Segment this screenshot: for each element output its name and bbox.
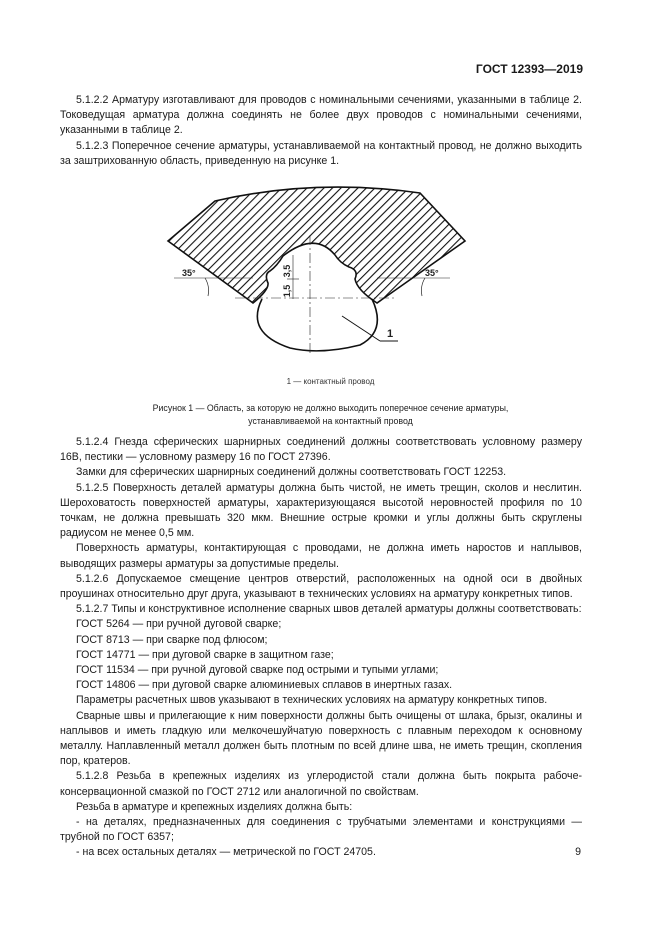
- angle-left-label: 35°: [182, 268, 196, 278]
- list-item: ГОСТ 14806 — при дуговой сварке алюминиевых сплавов в инертных газах.: [76, 679, 453, 692]
- caption-line: Рисунок 1 — Область, за которую не должно выходить поперечное сечение арматуры,: [152, 403, 509, 413]
- paragraph: 5.1.2.5 Поверхность деталей арматуры должна быть чистой, не иметь трещин, сколов и неслитин. Шероховатость поверхностей арматуры, характеризующаяся высотой неровностей профиля по 10 точкам, не должна превышать 320 мкм. Внешние острые кромки и углы должны быть скруглены радиусом не менее 0,5 мм.: [60, 481, 582, 540]
- list-item: ГОСТ 5264 — при ручной дуговой сварке;: [76, 618, 282, 631]
- figure-legend: 1 — контактный провод: [286, 377, 375, 386]
- list-item: - на всех остальных деталях — метрической по ГОСТ 24705.: [76, 846, 376, 859]
- callout-label: 1: [387, 328, 394, 340]
- page-number: 9: [575, 846, 581, 858]
- cross-section-drawing: [150, 183, 480, 353]
- dimension-lower: 1,5: [282, 284, 292, 298]
- list-item: ГОСТ 11534 — при ручной дуговой сварке под острыми и тупыми углами;: [76, 664, 439, 677]
- paragraph: 5.1.2.6 Допускаемое смещение центров отверстий, расположенных на одной оси в двойных проушинах относительно друг друга, указывают в технических условиях на арматуру конкретных типов.: [60, 572, 582, 601]
- text-block-bottom: [60, 435, 582, 861]
- angle-right-label: 35°: [425, 268, 439, 278]
- hatched-area: [168, 187, 465, 303]
- paragraph: 5.1.2.2 Арматуру изготавливают для проводов с номинальными сечениями, указанными в таблице 2. Токоведущая арматура должна соединять не более двух проводов с номинальными сечениями, указанными в таблице 2.: [60, 94, 582, 137]
- paragraph: Замки для сферических шарнирных соединений должны соответствовать ГОСТ 12253.: [76, 466, 507, 479]
- document-header: ГОСТ 12393—2019: [475, 62, 583, 76]
- paragraph: 5.1.2.8 Резьба в крепежных изделиях из углеродистой стали должна быть покрыта рабоче-консервационной смазкой по ГОСТ 2712 или аналогичной по свойствам.: [60, 770, 582, 798]
- paragraph: Поверхность арматуры, контактирующая с проводами, не должна иметь наростов и наплывов, выводящих размеры арматуры за допустимые пределы.: [60, 542, 582, 570]
- paragraph: Параметры расчетных швов указывают в технических условиях на арматуру конкретных типов.: [76, 694, 548, 707]
- paragraph: Сварные швы и прилегающие к ним поверхности должны быть очищены от шлака, брызг, окалины и наплывов и иметь гладкую или мелкочешуйчатую поверхность с плавным переходом к основному металлу. Наплавленный металл должен быть плотным по всей длине шва, не иметь трещин, скопления пор, кратеров.: [60, 709, 582, 768]
- figure-1: [150, 183, 480, 358]
- paragraph: Резьба в арматуре и крепежных изделиях должна быть:: [76, 800, 353, 813]
- paragraph: 5.1.2.4 Гнезда сферических шарнирных соединений должны соответствовать условному размеру 16В, пестики — условному размеру 16 по ГОСТ 27396.: [60, 436, 582, 464]
- text-block-top: [60, 93, 582, 169]
- paragraph: 5.1.2.3 Поперечное сечение арматуры, устанавливаемой на контактный провод, не должно выходить за заштрихованную область, приведенную на рисунке 1.: [60, 139, 582, 167]
- list-item: - на деталях, предназначенных для соединения с трубчатыми элементами и конструкциями — трубной по ГОСТ 6357;: [60, 816, 582, 844]
- list-item: ГОСТ 8713 — при сварке под флюсом;: [76, 633, 268, 646]
- list-item: ГОСТ 14771 — при дуговой сварке в защитном газе;: [76, 648, 334, 661]
- figure-caption: [0, 402, 661, 427]
- contact-wire-outline: [257, 299, 377, 351]
- caption-line: устанавливаемой на контактный провод: [248, 415, 413, 426]
- paragraph: 5.1.2.7 Типы и конструктивное исполнение сварных швов деталей арматуры должны соответствовать:: [76, 603, 582, 616]
- dimension-upper: 3,5: [282, 264, 292, 278]
